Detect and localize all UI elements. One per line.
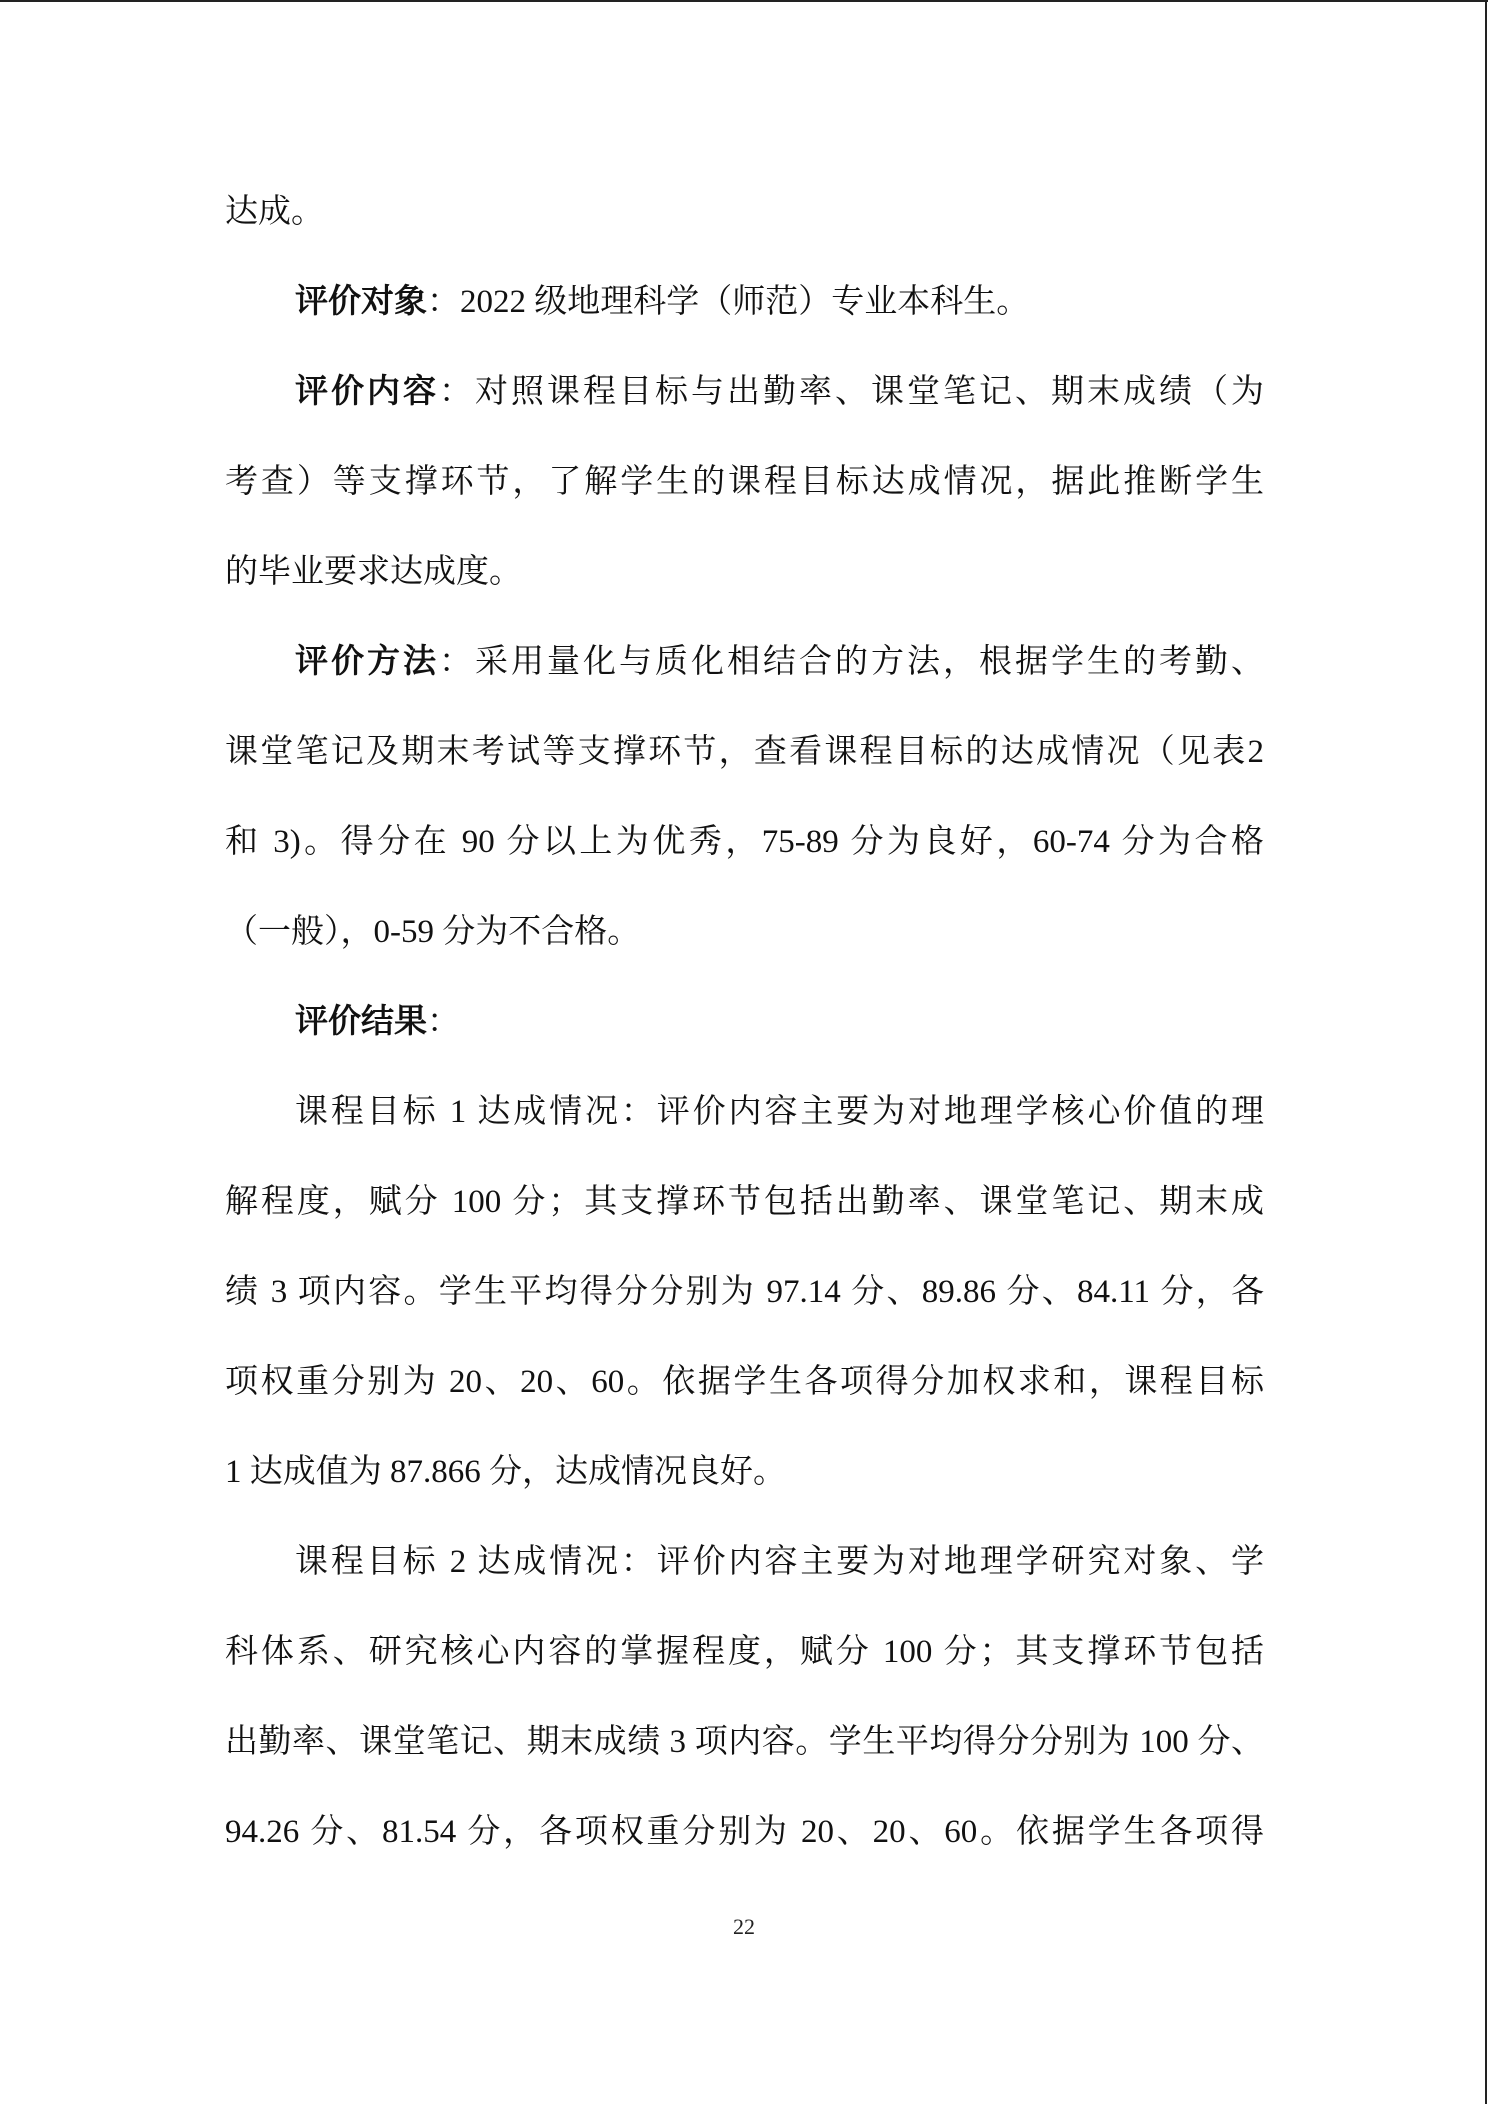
- line-text: 1 达成值为 87.866 分，达成情况良好。: [225, 1454, 786, 1490]
- line-text: 94.26 分、81.54 分，各项权重分别为 20、20、60。依据学生各项得: [225, 1814, 1264, 1850]
- text-line: [225, 527, 1264, 617]
- text-line: [225, 347, 1264, 437]
- page-border-top: [0, 0, 1488, 2]
- line-text: 课程目标 2 达成情况：评价内容主要为对地理学研究对象、学: [295, 1544, 1264, 1580]
- line-text: 课堂笔记及期末考试等支撑环节，查看课程目标的达成情况（见表2: [225, 734, 1264, 770]
- page-border-right: [1485, 0, 1487, 2104]
- section-label: 评价对象: [295, 284, 427, 320]
- line-text: ：2022 级地理科学（师范）专业本科生。: [427, 284, 1030, 320]
- line-text: 绩 3 项内容。学生平均得分分别为 97.14 分、89.86 分、84.11 分，各: [225, 1274, 1264, 1310]
- text-line: [225, 887, 1264, 977]
- page-number: 22: [733, 1914, 755, 1939]
- text-line: [225, 1427, 1264, 1517]
- line-text: 和 3)。得分在 90 分以上为优秀，75-89 分为良好，60-74 分为合格: [225, 824, 1264, 860]
- text-line: [225, 617, 1264, 707]
- line-text: 课程目标 1 达成情况：评价内容主要为对地理学核心价值的理: [295, 1094, 1264, 1130]
- section-label: 评价内容: [295, 374, 439, 410]
- line-text: ：: [427, 1004, 460, 1040]
- text-line: [225, 1157, 1264, 1247]
- line-text: 科体系、研究核心内容的掌握程度，赋分 100 分；其支撑环节包括: [225, 1634, 1264, 1670]
- line-text: ：采用量化与质化相结合的方法，根据学生的考勤、: [439, 644, 1264, 680]
- text-line: [225, 257, 1264, 347]
- body-text: [225, 167, 1264, 1877]
- text-line: [225, 977, 1264, 1067]
- text-line: [225, 167, 1264, 257]
- line-text: 考查）等支撑环节，了解学生的课程目标达成情况，据此推断学生: [225, 464, 1264, 500]
- line-text: 出勤率、课堂笔记、期末成绩 3 项内容。学生平均得分分别为 100 分、: [225, 1724, 1264, 1760]
- text-line: [225, 1247, 1264, 1337]
- line-text: （一般），0-59 分为不合格。: [225, 914, 641, 950]
- line-text: 的毕业要求达成度。: [225, 554, 522, 590]
- line-text: 达成。: [225, 194, 324, 230]
- text-line: [225, 437, 1264, 527]
- text-line: [225, 1067, 1264, 1157]
- text-line: [225, 1337, 1264, 1427]
- text-line: [225, 707, 1264, 797]
- section-label: 评价方法: [295, 644, 439, 680]
- line-text: 解程度，赋分 100 分；其支撑环节包括出勤率、课堂笔记、期末成: [225, 1184, 1264, 1220]
- text-line: [225, 1787, 1264, 1877]
- text-line: [225, 1607, 1264, 1697]
- line-text: ：对照课程目标与出勤率、课堂笔记、期末成绩（为: [439, 374, 1264, 410]
- text-line: [225, 797, 1264, 887]
- section-label: 评价结果: [295, 1004, 427, 1040]
- line-text: 项权重分别为 20、20、60。依据学生各项得分加权求和，课程目标: [225, 1364, 1264, 1400]
- text-line: [225, 1517, 1264, 1607]
- text-line: [225, 1697, 1264, 1787]
